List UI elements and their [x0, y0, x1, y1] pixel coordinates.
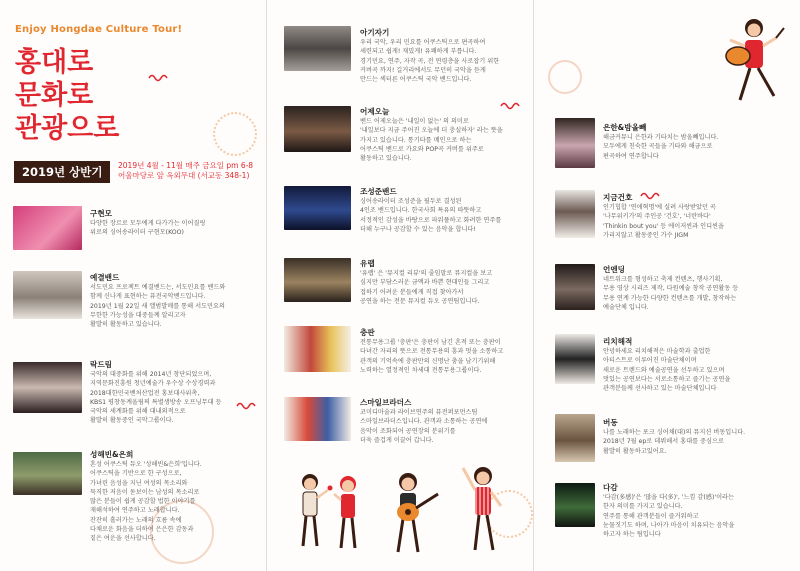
desc-line: 활동하고 있습니다.	[360, 155, 412, 163]
performer-name: 유랩	[360, 259, 375, 268]
desc-line: 눈물짓기도 하며, 나아가 마음이 치유되는 음악을	[603, 521, 735, 529]
performer-photo	[555, 334, 595, 384]
desc-line: 관객분들께 선사하고 있는 마술단체입니다	[603, 385, 717, 393]
desc-line: 4인조 밴드입니다. 한국사회 특유의 따뜻하고	[360, 207, 482, 215]
desc-line: 활발히 활동하고 있습니다.	[90, 321, 162, 329]
performer-name: 버동	[603, 418, 618, 427]
performer-name: 리치해적	[603, 337, 633, 346]
schedule-line: 2019년 4월 - 11월 매주 금요일 pm 6-8	[118, 161, 254, 170]
performer-name: 다감	[603, 483, 618, 492]
desc-line: 어쿠스틱을 기반으로 한 구성으로,	[90, 470, 182, 478]
performer-photo	[555, 414, 595, 462]
performer-name: 충판	[360, 328, 375, 337]
desc-line: 활발히 활동하고있어요.	[603, 447, 667, 455]
desc-line: 국악의 대중화를 위해 2014년 창단되었으며,	[90, 371, 212, 378]
desc-line: 서도민요 프로젝트 예결밴드는, 서도민요를 밴드와	[90, 284, 226, 291]
title-line: 홍대로	[15, 47, 94, 78]
performer-desc	[603, 133, 793, 161]
performer-name: 예결밴드	[90, 273, 120, 282]
performer-name: 조성준밴드	[360, 187, 397, 196]
desc-line: 활발히 활동중인 국악그룹이다.	[90, 417, 174, 425]
desc-line: 무용 영상 시리즈 제작, 다원예술 창작 공연활동 등	[603, 285, 739, 293]
desc-line: 편곡하여 연주합니다	[603, 152, 659, 160]
performer-desc	[90, 370, 264, 426]
desc-line: 모두에게 친숙한 곡들을 기타와 해금으로	[603, 143, 713, 151]
desc-line: 다채로운 화음을 더하여 은은한 감동과	[90, 526, 194, 534]
desc-line: 가리지않고 활동중인 가수 JIGM	[603, 231, 689, 239]
desc-line: 2019년 1월 22일 새 앨범발매를 통해 서도민요의	[90, 302, 225, 310]
desc-line: KBS1 평창동계올림픽 특별생방송 오프닝무대 등	[90, 398, 222, 406]
drummer-illustration-icon	[718, 16, 788, 108]
performer-photo	[284, 397, 351, 441]
desc-line: 싶지만 부담스러운 금액과 바쁜 현대인들 그리고	[360, 279, 490, 287]
desc-line: 예술단체 입니다.	[603, 303, 649, 311]
desc-line: 2018년 7월 ep로 데뷔해서 홍대를 중심으로	[603, 438, 724, 446]
desc-line: 만드는 섹터른 어쿠스틱 국악 밴드입니다.	[360, 76, 472, 84]
desc-line: 밴드 어제오늘은 '내일이 없는' 의 의미로	[360, 118, 469, 125]
schedule-line: 어울마당로 앞 옥외무대 (서교동 348-1)	[118, 171, 250, 180]
performer-name: 은한&밤올빼	[603, 123, 647, 132]
desc-line: 무용 연계 가능한 다양한 컨텐츠를 개발, 창작하는	[603, 294, 737, 302]
schedule	[118, 161, 253, 181]
desc-line: 연주를 통해 관객분들이 즐거워하고	[603, 512, 699, 520]
performer-desc	[90, 219, 262, 238]
desc-line: 멋있는 공연보다는 서로소통하고 즐기는 공연을	[603, 375, 731, 383]
desc-line: 네트워크를 형성하고 축제 컨텐츠, 행사기획,	[603, 276, 723, 283]
desc-line: 우리 국악, 우리 민요를 어쿠스틱으로 편곡하여	[360, 39, 486, 46]
performer-name: 지금건호	[603, 193, 633, 202]
performer-photo	[555, 190, 595, 238]
desc-line: 음악이 조화되어 공연장의 분위기를	[360, 427, 456, 435]
desc-line: 무한한 가능성을 대중들께 알리고자	[90, 311, 186, 319]
performer-desc	[360, 269, 532, 306]
performer-name: 락드림	[90, 360, 113, 369]
kicker-text: Enjoy Hongdae Culture Tour!	[15, 24, 183, 35]
desc-line: '다감(多感)'은 '많을 다(多)', '느낌 감(感)'이라는	[603, 494, 734, 501]
desc-line: '유랩' 은 '뮤지컬 리뷰'의 줄임말로 뮤지컬을 보고	[360, 270, 493, 277]
dancer-illustration-icon	[455, 462, 515, 562]
performer-desc	[90, 283, 264, 329]
performer-photo	[284, 258, 351, 302]
desc-line: 위로의 싱어송라이터 구현모(KOO)	[90, 229, 184, 237]
desc-line: 세련되고 쉽게! 재밌게! 유쾌하게 부릅니다.	[360, 48, 477, 56]
performer-desc	[603, 347, 793, 393]
desc-line: 공연을 하는 전문 뮤지컬 듀오 공연팀입니다.	[360, 297, 480, 305]
fold-line-left	[266, 0, 267, 571]
desc-line: 노력하는 열정적인 차세대 전통무용그룹이다.	[360, 366, 482, 374]
desc-line: 관객의 기억속에 충판만의 신명난 춤을 남기기위해	[360, 357, 496, 365]
desc-line: 나를 노래하는 포크 싱어채(대)의 뮤지션 버동입니다.	[603, 429, 746, 436]
desc-line: 많은 분들이 쉽게 공감할 법한 이야기를	[90, 498, 196, 506]
performer-desc	[603, 203, 793, 240]
season-badge: 2019년 상반기	[14, 161, 110, 183]
desc-line: 재해석하여 연주하고 노래합니다.	[90, 507, 180, 515]
desc-line: 어쿠스틱 밴드로 가요와 POP곡 커버를 위주로	[360, 145, 484, 153]
desc-line: '내일보다 지금 주어진 오늘에 더 충실하자' 라는 뜻을	[360, 127, 503, 135]
squiggle-icon	[500, 100, 522, 112]
desc-line: 국악의 세계화를 위해 대내외적으로	[90, 408, 186, 416]
desc-line: 접하기 어려운 분들에게 직접 찾아가서	[360, 288, 464, 296]
desc-line: 짙은 여운을 선사합니다.	[90, 535, 156, 543]
performer-desc	[603, 493, 793, 539]
performer-photo	[284, 26, 351, 71]
performer-name: 성해빈&은희	[90, 450, 134, 459]
desc-line: 'Thinkin bout you' 등 에이저씬과 인디씬을	[603, 222, 725, 230]
desc-line: 혼성 어쿠스틱 듀오 '성해빈&은희'입니다.	[90, 461, 202, 468]
desc-line: 하고자 하는 팀입니다	[603, 531, 661, 539]
desc-line: 아티스트로 이루어진 마술단체이며	[603, 357, 697, 365]
desc-line: 함께 신나게 표현하는 퓨전국악밴드입니다.	[90, 293, 206, 301]
title-line: 관광으로	[15, 113, 120, 144]
performer-desc	[360, 117, 532, 163]
performer-photo	[284, 106, 351, 152]
desc-line: 다녀간 자리의 뜻으로 전통무용의 흥과 멋을 소통하고	[360, 348, 504, 356]
desc-line: 해금커뮤니 은한과 기타치는 밤올빼입니다.	[603, 134, 719, 141]
desc-line: 2018대한민국벤처산업전 홍보대사위촉,	[90, 389, 200, 397]
performer-photo	[555, 483, 595, 527]
squiggle-icon	[148, 72, 170, 84]
performer-photo	[284, 326, 351, 372]
desc-line: 새로운 트렌드와 예술공연을 선두하고 있으며	[603, 366, 725, 374]
performer-name: 구현모	[90, 209, 113, 218]
performer-desc	[360, 197, 532, 234]
performer-desc	[90, 460, 264, 544]
desc-line: 묵직한 저음이 돋보이는 남성의 목소리로	[90, 488, 200, 496]
performer-photo	[13, 452, 82, 495]
fold-line-right	[533, 0, 534, 571]
performer-desc	[360, 408, 532, 445]
desc-line: 싱어송라이터 조성준을 필두로 결성된	[360, 198, 462, 205]
desc-line: 코미디마술과 라이브연주의 퓨전퍼포먼스팀	[360, 409, 478, 416]
performer-desc	[603, 275, 793, 312]
performer-photo	[555, 118, 595, 168]
desc-line: 전통무용그룹 '충판'은 충판이 남긴 흔적 또는 충판이	[360, 339, 501, 346]
squiggle-icon	[640, 190, 662, 202]
performer-photo	[13, 206, 82, 250]
desc-line: '나무위키가'의 주인공 '건호', '너란바다'	[603, 213, 711, 221]
performer-photo	[13, 362, 82, 413]
performer-desc	[360, 38, 532, 84]
performer-desc	[360, 338, 532, 375]
performer-photo	[555, 264, 595, 310]
desc-line: 경기민요, 연주, 자작 곡, 전 연령층을 사로잡기 위한	[360, 57, 500, 65]
performer-desc	[603, 428, 793, 456]
desc-line: 커버곡 까지! 길거리에서도 무던히 국악을 듣게	[360, 66, 486, 74]
guitarist-illustration-icon	[378, 470, 448, 560]
performer-name: 어제오늘	[360, 107, 390, 116]
desc-line: 잔잔히 흘러가는 노래의 흐름 속에	[90, 516, 182, 524]
performer-name: 스마일브라더스	[360, 398, 412, 407]
desc-line: 안녕하세요 리치해적은 마술학과 출업한	[603, 348, 711, 355]
performer-photo	[284, 186, 351, 230]
performer-photo	[13, 271, 82, 319]
desc-line: 가지고 있습니다. 통기타를 메인으로 하는	[360, 136, 472, 144]
desc-line: 더욱 즐겁게 이끌어 갑니다.	[360, 436, 434, 444]
desc-line: 인기힙합 '연애혁명'에 실려 사랑받았던 곡	[603, 204, 716, 211]
desc-line: 더해 누구나 공감할 수 있는 음악을 합니다!	[360, 225, 476, 233]
main-title	[15, 46, 145, 145]
title-line: 문화로	[15, 80, 94, 111]
ring-icon	[548, 60, 582, 94]
desc-line: 가녀린 음성을 지닌 여성의 목소리와	[90, 479, 188, 487]
desc-line: 지역문화진흥원 청년예술가 우수상 수상경력과	[90, 380, 216, 388]
desc-line: 스마일브라더스입니다. 관객과 소통하는 공연에	[360, 418, 488, 426]
singers-illustration-icon	[290, 468, 376, 558]
desc-line: 다양한 장르로 모두에게 다가가는 이어질링	[90, 220, 206, 227]
desc-line: 서정적인 감성을 바탕으로 파워풀하고 화려한 연주를	[360, 216, 502, 224]
ring-icon	[213, 112, 257, 156]
desc-line: 한자 의미를 가지고 있습니다.	[603, 503, 683, 511]
performer-name: 언엔딩	[603, 265, 626, 274]
performer-name: 아기자기	[360, 28, 390, 37]
